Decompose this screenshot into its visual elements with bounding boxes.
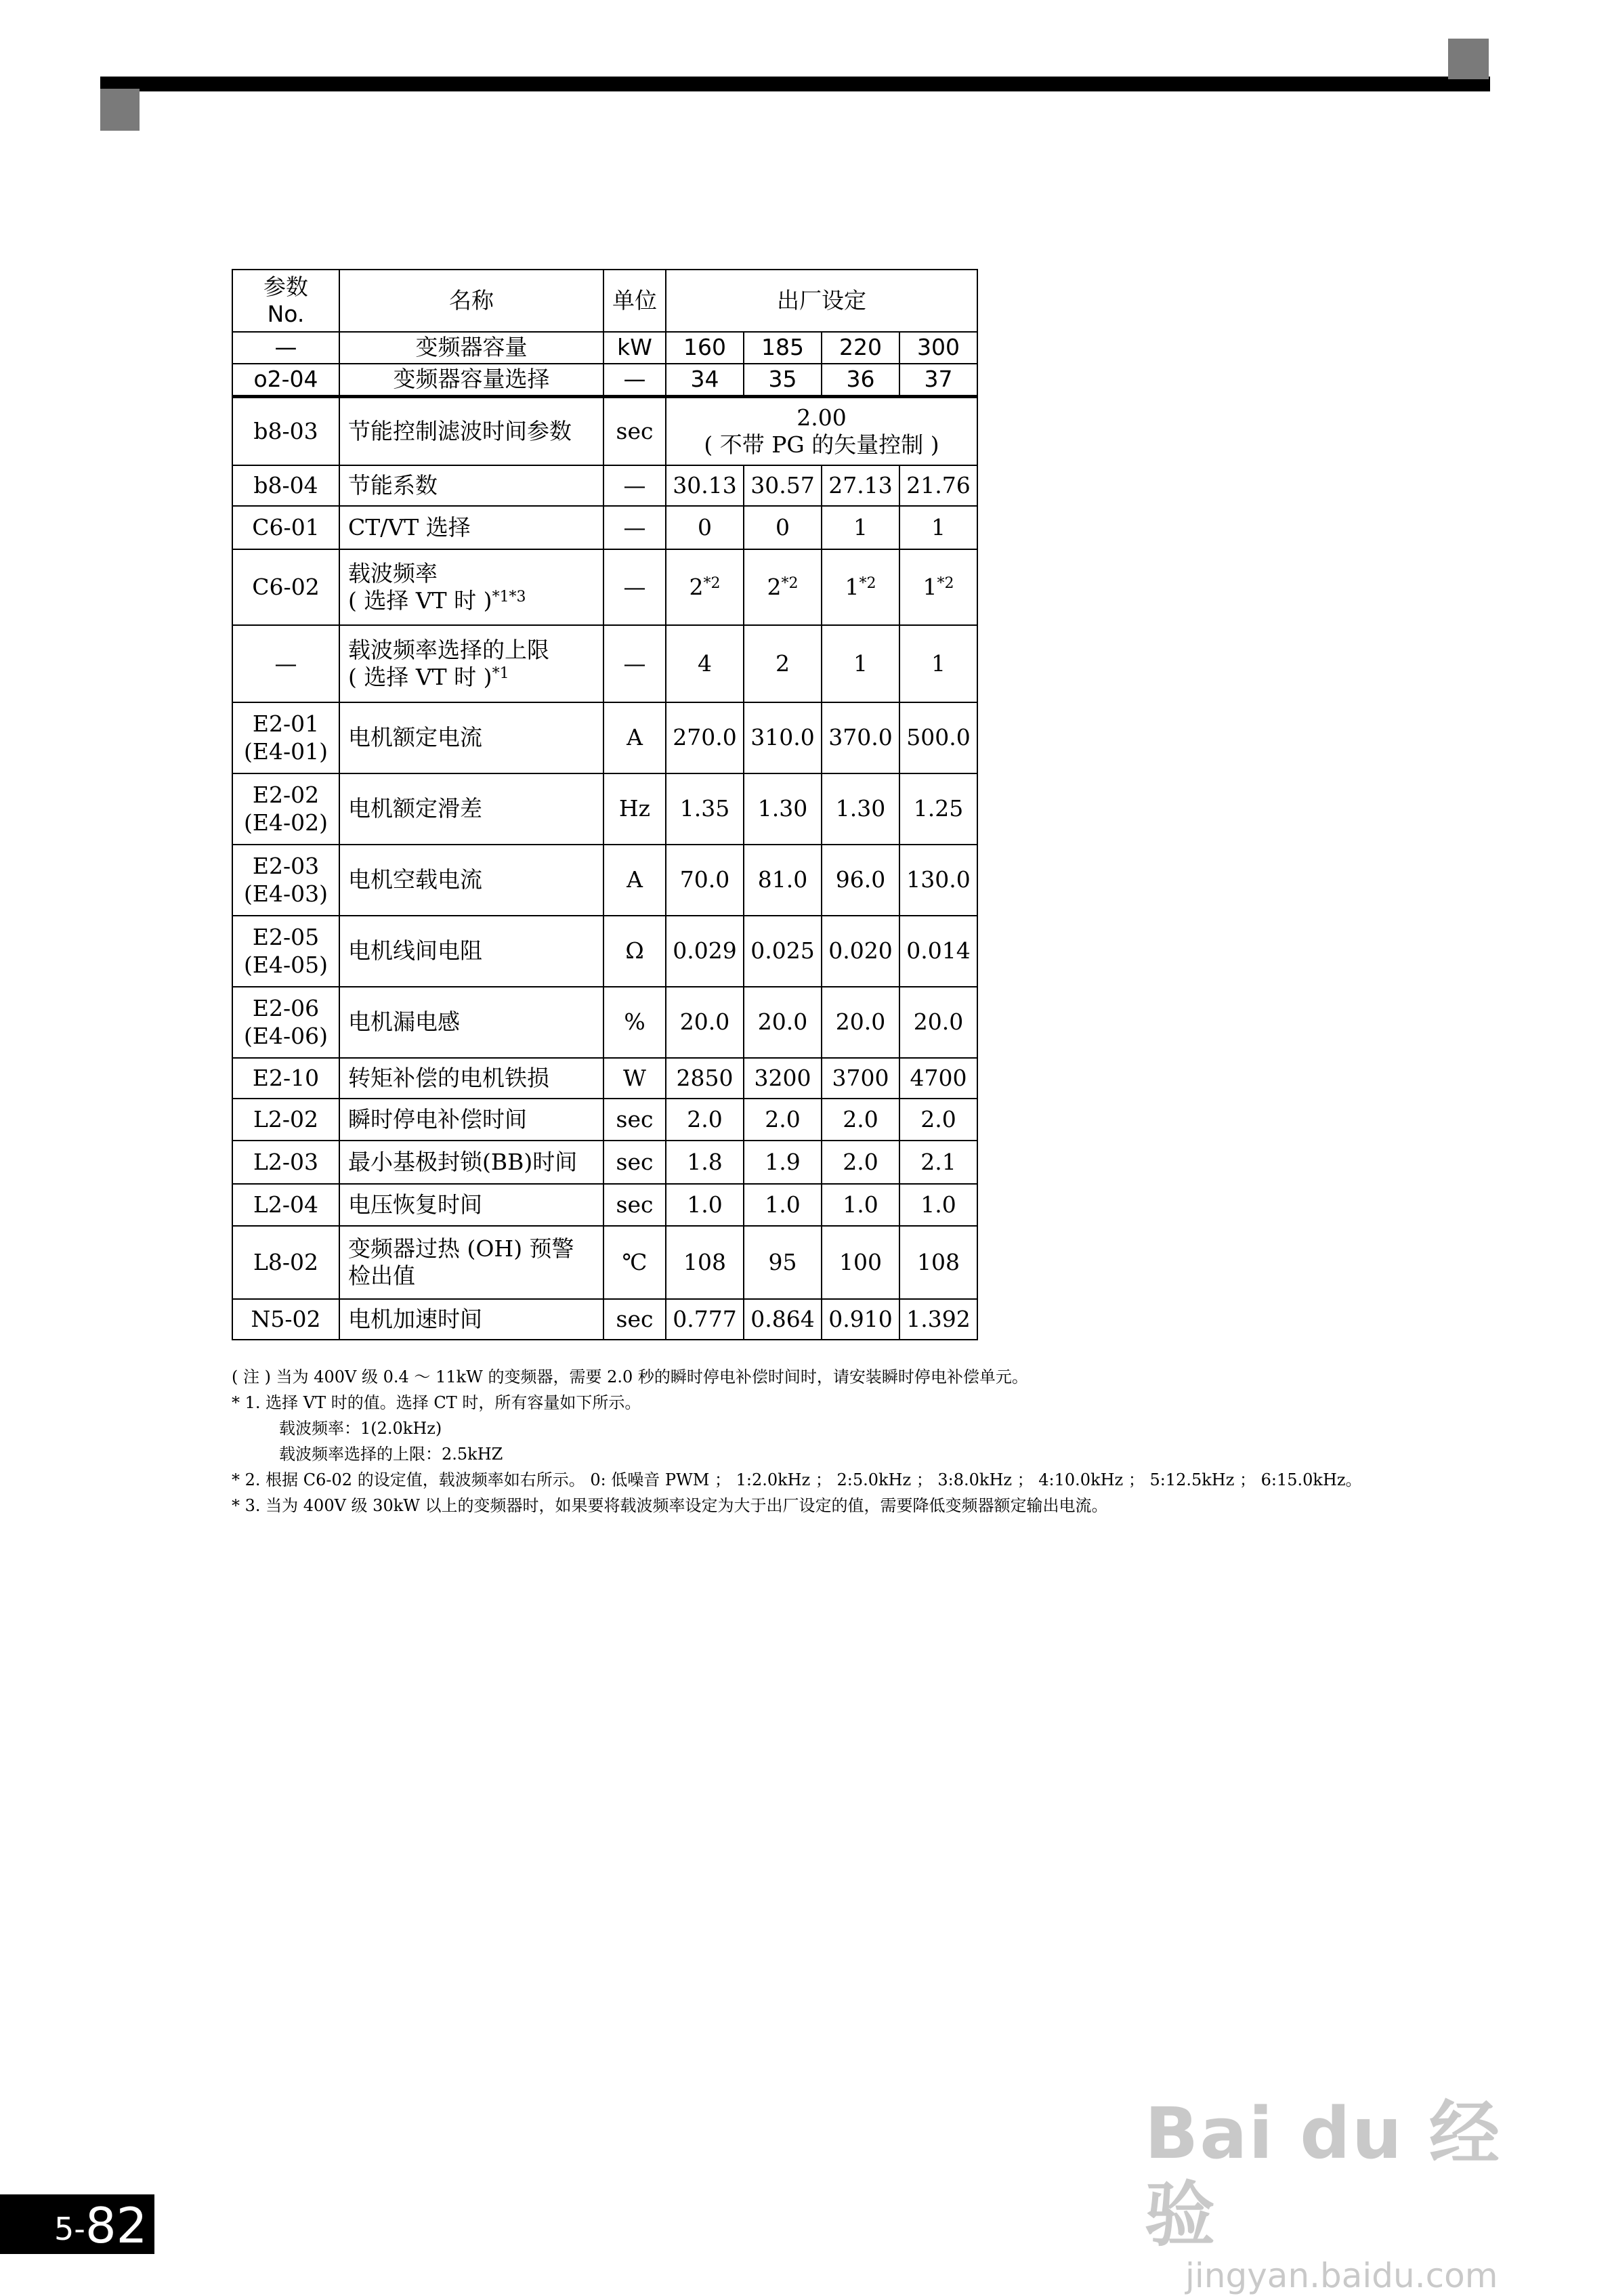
footnote-2: * 2. 根据 C6-02 的设定值，载波频率如右所示。 0: 低噪音 PWM ； 1:2.0kHz ； 2:5.0kHz ； 3:8.0kHz ； 4:10.0kHz ； 5:12.5kHz ； 6:15.0kHz。 xyxy=(232,1470,1362,1489)
col-unit-header: 单位 xyxy=(603,270,666,332)
table-row: — 载波频率选择的上限 ( 选择 VT 时 )$^{*1}$ — 4 2 1 1 xyxy=(232,625,977,702)
header-marker-right xyxy=(1448,39,1489,79)
note-general: ( 注 ) 当为 400V 级 0.4 ～ 11kW 的变频器，需要 2.0 秒的瞬时停电补偿时间时，请安装瞬时停电补偿单元。 xyxy=(232,1367,1028,1386)
footnote-1-carrier: 载波频率：1(2.0kHz) xyxy=(279,1419,442,1438)
table-row: L8-02 变频器过热 (OH) 预警 检出值 ℃ 108 95 100 108 xyxy=(232,1226,977,1299)
table-row: E2-01 (E4-01) 电机额定电流 A 270.0 310.0 370.0 500.0 xyxy=(232,702,977,773)
baidu-watermark xyxy=(1145,2092,1565,2295)
header-rule xyxy=(100,77,1490,91)
table-row: E2-06 (E4-06) 电机漏电感 % 20.0 20.0 20.0 20.0 xyxy=(232,987,977,1058)
parameter-table xyxy=(232,269,978,1340)
table-row: E2-10 转矩补偿的电机铁损 W 2850 3200 3700 4700 xyxy=(232,1058,977,1099)
table-header-row xyxy=(232,270,977,332)
table-row: C6-01 CT/VT 选择 — 0 0 1 1 xyxy=(232,506,977,549)
table-row: E2-05 (E4-05) 电机线间电阻 Ω 0.029 0.025 0.020 0.014 xyxy=(232,916,977,987)
col-name-header: 名称 xyxy=(339,270,603,332)
col-param-header: 参数 No. xyxy=(232,270,339,332)
page-number: 5- 82 xyxy=(0,2194,154,2254)
table-row: L2-04 电压恢复时间 sec 1.0 1.0 1.0 1.0 xyxy=(232,1184,977,1226)
table-row: E2-02 (E4-02) 电机额定滑差 Hz 1.35 1.30 1.30 1.25 xyxy=(232,773,977,845)
table-row: b8-04 节能系数 — 30.13 30.57 27.13 21.76 xyxy=(232,465,977,506)
footnote-1-limit: 载波频率选择的上限：2.5kHZ xyxy=(279,1445,503,1464)
table-row: o2-04 变频器容量选择 — 34 35 36 37 xyxy=(232,364,977,396)
header-marker-left xyxy=(100,89,140,131)
table-row: — 变频器容量 kW 160 185 220 300 xyxy=(232,332,977,364)
watermark-logo: Bai du 经验 xyxy=(1145,2092,1501,2256)
table-row: L2-03 最小基极封锁(BB)时间 sec 1.8 1.9 2.0 2.1 xyxy=(232,1141,977,1184)
col-factory-header: 出厂设定 xyxy=(666,270,977,332)
footnotes xyxy=(232,1364,1451,1518)
table-row: b8-03 节能控制滤波时间参数 sec 2.00 ( 不带 PG 的矢量控制 ) xyxy=(232,396,977,465)
table-row: L2-02 瞬时停电补偿时间 sec 2.0 2.0 2.0 2.0 xyxy=(232,1099,977,1141)
table-row: E2-03 (E4-03) 电机空载电流 A 70.0 81.0 96.0 130.0 xyxy=(232,845,977,916)
footnote-1: * 1. 选择 VT 时的值。选择 CT 时，所有容量如下所示。 xyxy=(232,1393,641,1412)
footnote-3: * 3. 当为 400V 级 30kW 以上的变频器时，如果要将载波频率设定为大于出厂设定的值，需要降低变频器额定输出电流。 xyxy=(232,1496,1108,1515)
watermark-url: jingyan.baidu.com xyxy=(1185,2256,1498,2295)
table-row: N5-02 电机加速时间 sec 0.777 0.864 0.910 1.392 xyxy=(232,1299,977,1340)
table-row: C6-02 载波频率 ( 选择 VT 时 )$^{*1*3}$ — 2$^{*2}$ 2$^{*2}$ 1$^{*2}$ 1$^{*2}$ xyxy=(232,549,977,625)
